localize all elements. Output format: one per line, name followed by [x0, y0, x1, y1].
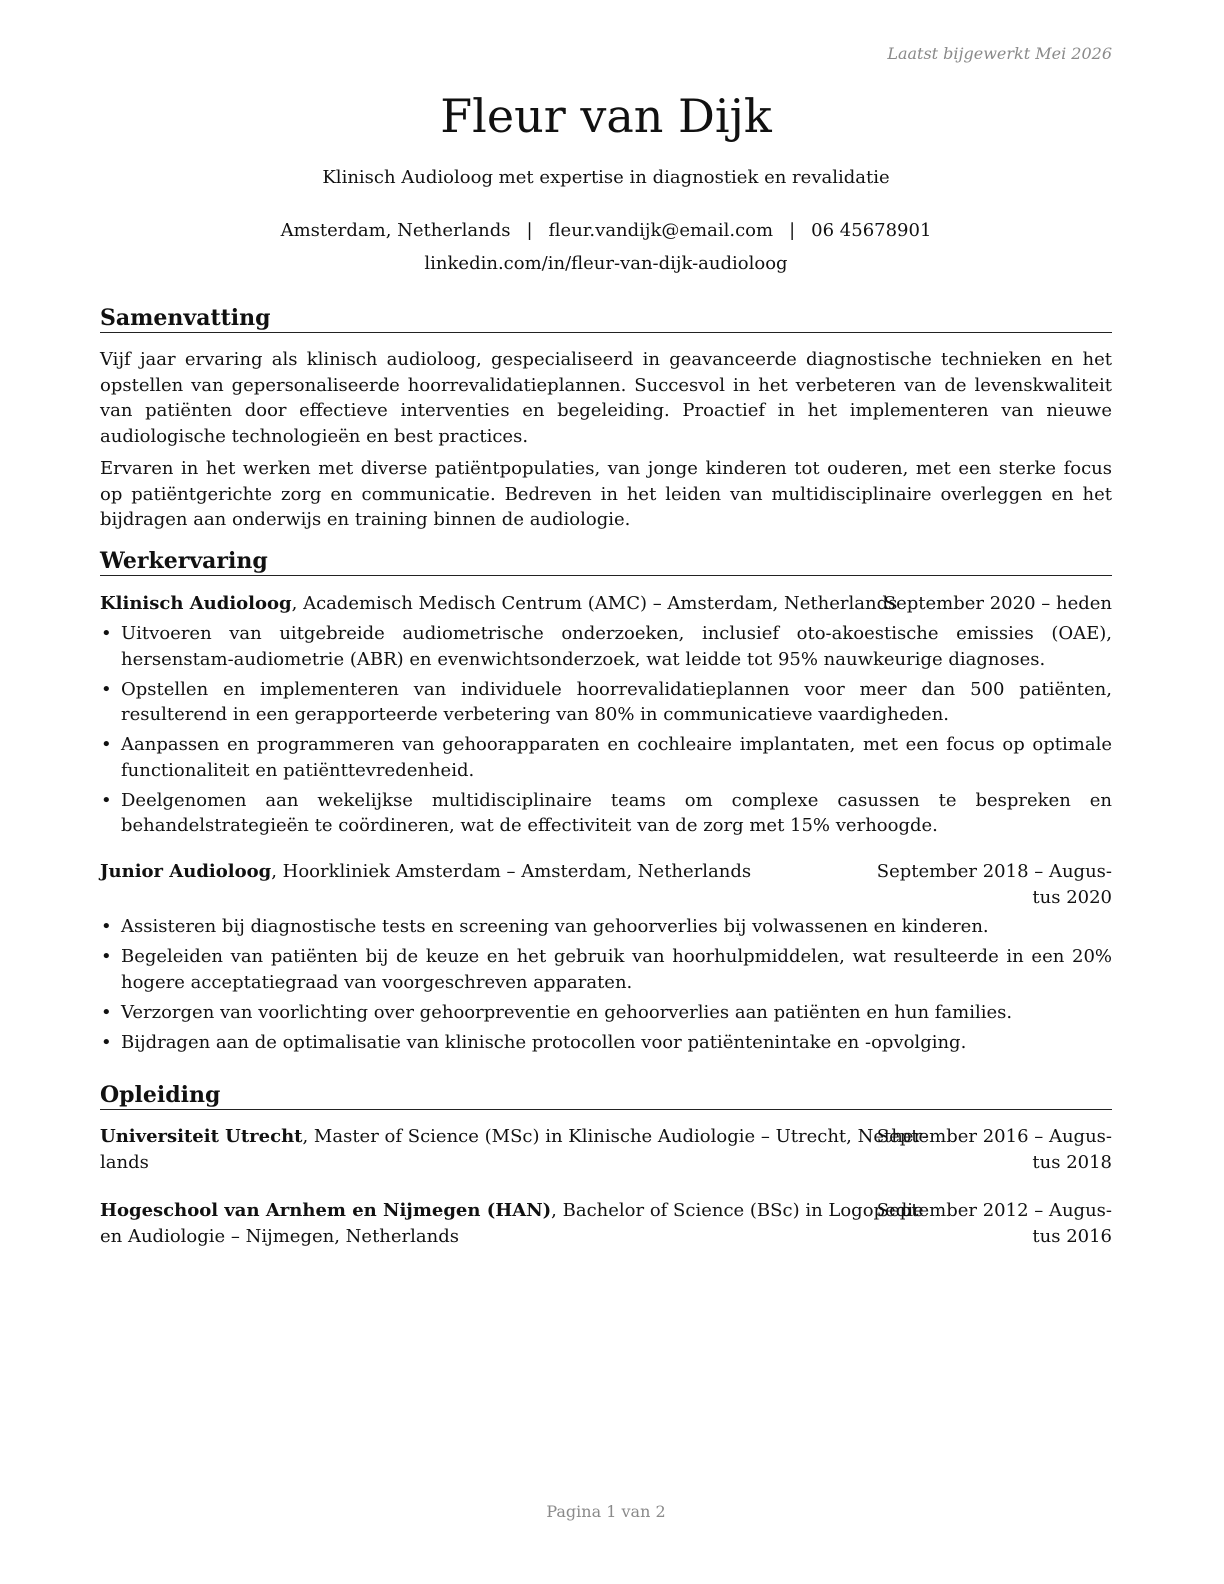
list-item: • Opstellen en implementeren van individuele hoorrevalidatieplannen voor meer dan 500 patiënten, resulterend in een gerapporteerde verbetering van 80% in communicatieve vaardigheden.: [101, 678, 1112, 725]
separator: |: [789, 220, 796, 241]
school-name: Hogeschool van Arnhem en Nijmegen (HAN): [100, 1200, 552, 1221]
list-item: • Deelgenomen aan wekelijkse multidisciplinaire teams om complexe casussen te bespreken en behandelstrategieën te coördineren, wat de effectiviteit van de zorg met 15% verhoogde.: [101, 789, 1112, 836]
education-details: Hogeschool van Arnhem en Nijmegen (HAN), Bachelor of Science (BSc) in Logopedie en Audiologie – Nijmegen, Netherlands: [100, 1200, 924, 1247]
job-dates: September 2018 – Augus- tus 2020: [876, 861, 1112, 908]
job-dates: September 2020 – heden: [883, 593, 1112, 614]
page-number: Pagina 1 van 2: [546, 1502, 666, 1521]
summary-paragraph: Ervaren in het werken met diverse patiëntpopulaties, van jonge kinderen tot ouderen, met een sterke focus op patiëntgerichte zorg en communicatie. Bedreven in het leiden van multidisciplinaire overleggen en het bijdragen aan onderwijs en training binnen de audiologie.: [100, 458, 1112, 530]
separator: |: [526, 220, 533, 241]
contact-line: [100, 220, 1112, 241]
job-role: Klinisch Audioloog: [100, 593, 292, 614]
education-details: Universiteit Utrecht, Master of Science (MSc) in Klinische Audiologie – Utrecht, Nether- lands: [100, 1126, 929, 1173]
linkedin-link[interactable]: linkedin.com/in/fleur-van-dijk-audioloog: [424, 253, 788, 274]
section-title-summary: Samenvatting: [100, 305, 1112, 333]
section-title-education: Opleiding: [100, 1082, 1112, 1110]
tagline: Klinisch Audioloog met expertise in diagnostiek en revalidatie: [322, 167, 890, 188]
resume-page: [100, 0, 1112, 1584]
location: Amsterdam, Netherlands: [280, 220, 511, 241]
summary-paragraph: Vijf jaar ervaring als klinisch audioloog, gespecialiseerd in geavanceerde diagnostische technieken en het opstellen van gepersonaliseerde hoorrevalidatieplannen. Succesvol in het verbeteren van de levenskwaliteit van patiënten door effectieve interventies en begeleiding. Proactief in het implementeren van nieuwe audiologische technologieën en best practices.: [100, 349, 1112, 447]
email[interactable]: fleur.vandijk@email.com: [548, 220, 774, 241]
list-item: • Uitvoeren van uitgebreide audiometrische onderzoeken, inclusief oto-akoestische emissies (OAE), hersenstam-audiometrie (ABR) en evenwichtsonderzoek, wat leidde tot 95% nauwkeurige diagnoses.: [101, 623, 1112, 670]
candidate-name: Fleur van Dijk: [440, 89, 772, 143]
list-item: • Bijdragen aan de optimalisatie van klinische protocollen voor patiëntenintake en -opvolging.: [101, 1031, 967, 1053]
job-role: Junior Audioloog: [100, 861, 272, 882]
job-bullets: [100, 621, 1112, 843]
list-item: • Aanpassen en programmeren van gehoorapparaten en cochleaire implantaten, met een focus op optimale functionaliteit en patiënttevredenheid.: [101, 734, 1112, 781]
list-item: • Assisteren bij diagnostische tests en screening van gehoorverlies bij volwassenen en kinderen.: [101, 916, 989, 937]
list-item: • Verzorgen van voorlichting over gehoorpreventie en gehoorverlies aan patiënten en hun families.: [101, 1001, 1013, 1023]
section-title-experience: Werkervaring: [100, 548, 1112, 576]
list-item: • Begeleiden van patiënten bij de keuze en het gebruik van hoorhulpmiddelen, wat resulteerde in een 20% hogere acceptatiegraad van voorgeschreven apparaten.: [101, 946, 1112, 993]
school-name: Universiteit Utrecht: [100, 1126, 303, 1147]
phone: 06 45678901: [811, 220, 932, 241]
last-updated: Laatst bijgewerkt Mei 2026: [887, 44, 1112, 63]
job-title-line: [100, 859, 751, 885]
education-dates: September 2012 – Augus- tus 2016: [876, 1200, 1112, 1247]
job-title-line: [100, 591, 897, 617]
job-bullets: [100, 914, 1112, 1060]
job-details: , Academisch Medisch Centrum (AMC) – Amsterdam, Netherlands: [291, 593, 898, 614]
education-dates: September 2016 – Augus- tus 2018: [876, 1126, 1112, 1173]
job-details: , Hoorkliniek Amsterdam – Amsterdam, Netherlands: [271, 861, 752, 882]
